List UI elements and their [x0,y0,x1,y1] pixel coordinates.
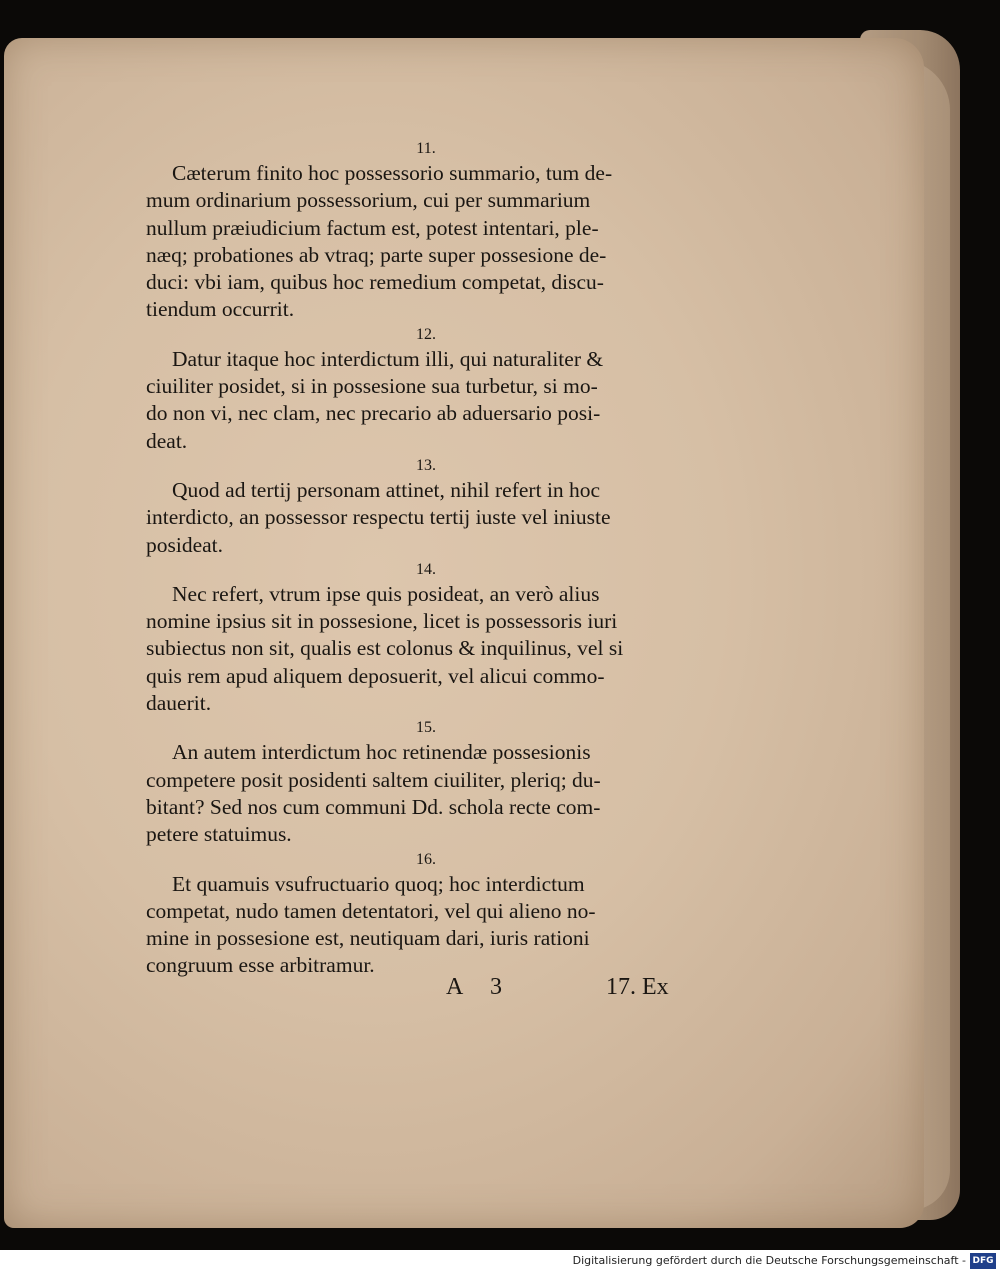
text-line: competat, nudo tamen detentatori, vel qui alieno no- [146,898,596,923]
text-line: competere posit posidenti saltem ciuiliter, pleriq; du- [146,767,601,792]
text-line: ciuiliter posidet, si in possesione sua turbetur, si mo- [146,374,598,399]
section-number: 14. [416,560,436,578]
text-line: quis rem apud aliquem deposuerit, vel alicui commo- [146,663,605,688]
text-line: subiectus non sit, qualis est colonus & inquilinus, vel si [146,636,624,661]
section-number: 12. [416,325,436,343]
text-line: duci: vbi iam, quibus hoc remedium competat, discu- [146,270,604,295]
text-line: Cæterum finito hoc possessorio summario, tum de- [172,161,613,185]
section-number: 15. [416,719,436,737]
text-line: petere statuimus. [146,822,292,847]
text-line: An autem interdictum hoc retinendæ possesionis [172,740,591,765]
section-number: 11. [416,140,436,157]
text-line: deat. [146,428,188,453]
text-line: do non vi, nec clam, nec precario ab aduersario posi- [146,401,601,426]
text-line: næq; probationes ab vtraq; parte super possesione de- [146,242,607,267]
signature-mark: A [446,974,464,1000]
text-line: dauerit. [146,691,212,716]
section-number: 16. [416,850,436,868]
text-line: Datur itaque hoc interdictum illi, qui naturaliter & [172,346,604,371]
credit-bar [0,1250,1000,1273]
text-line: nomine ipsius sit in possesione, licet is possessoris iuri [146,609,618,634]
dfg-logo: DFG [970,1253,996,1269]
text-line: mum ordinarium possessorium, cui per summarium [146,188,591,213]
text-line: Quod ad tertij personam attinet, nihil refert in hoc [172,477,601,502]
text-line: Nec refert, vtrum ipse quis posideat, an verò alius [172,581,600,606]
text-line: posideat. [146,532,224,557]
text-block [146,138,686,980]
text-line: congruum esse arbitramur. [146,953,375,978]
text-line: nullum præiudicium factum est, potest intentari, ple- [146,215,599,240]
signature-number: 3 [490,974,502,1000]
text-line: Et quamuis vsufructuario quoq; hoc interdictum [172,871,585,896]
text-line: interdicto, an possessor respectu tertij iuste vel iniuste [146,505,611,530]
text-line: bitant? Sed nos cum communi Dd. schola recte com- [146,794,601,819]
credit-text: Digitalisierung gefördert durch die Deutsche Forschungsgemeinschaft - [572,1254,966,1267]
section-number: 13. [416,456,436,474]
text-line: mine in possesione est, neutiquam dari, iuris rationi [146,926,590,951]
text-line: tiendum occurrit. [146,297,295,322]
catchword: 17. Ex [606,974,669,1000]
